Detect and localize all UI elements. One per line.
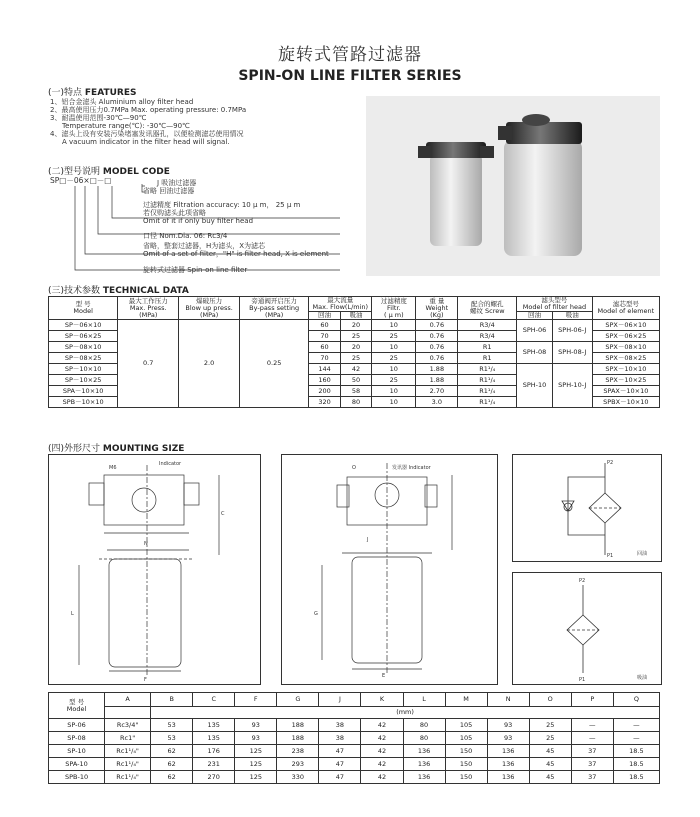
mounting-drawing-left [48,454,261,685]
th-bypass: 旁通阀开启压力 By-pass setting (MPa) [240,297,309,320]
table-row: SPA-10 Rc1¹/₄" 62 231 125 293 47 42 136 150 136 45 37 18.5 [49,758,660,771]
mounting-drawing-center [281,454,498,685]
return-filter-symbol [513,455,661,561]
table-row: SP－08×10 60 20 10 0.76 R1 SPH-08 SPH-08-J SPX－08×10 [49,342,660,353]
model-code-notes-3: 口径 Nom.Dia. 06: Rc3/4 [143,232,228,240]
dims-table: 型 号 Model A B C F G J K L M N O P Q (mm) SP-06 Rc3/4" 53 135 93 188 38 42 80 105 93 25 — — SP-08 Rc1" 53 135 93 188 38 42 80 105 93 25 — — SP-10 Rc1¹/₄" 62 176 125 238 47 42 136 150 136 45 37 18.5 SPA-10 Rc1¹/₄" 62 231 125 293 47 42 136 150 136 45 37 18.5 SPB-10 Rc1¹/₄" 62 270 125 330 47 42 136 150 136 45 37 18.5 [48,692,660,784]
mounting-heading: (四)外形尺寸 MOUNTING SIZE [48,444,185,454]
feature-item: 3、耐温使用范围-30℃—90℃ [50,114,147,122]
table-row: SP－06×10 0.7 2.0 0.25 60 20 10 0.76 R3/4 SPH-06 SPH-06-J SPX－06×10 [49,320,660,331]
model-code-notes-2: 过滤精度 Filtration accuracy: 10 μ m， 25 μ m 若仅购滤头此项省略 Omit of it if only buy filter head [143,201,301,225]
svg-text:G: G [314,611,318,617]
svg-text:P2: P2 [579,578,586,584]
svg-text:回油: 回油 [637,551,648,557]
model-code-notes-5: 旋转式过滤器 Spin-on line filter [143,266,248,274]
feature-item: 4、滤头上设有安装污染堵塞发讯器孔，以便检测滤芯使用情况 [50,130,244,138]
table-row: SP－10×25 160 50 25 1.88 R1¹/₄ SPX－10×25 [49,375,660,386]
filter-drawing-front [282,455,497,684]
th-screw: 配合的螺孔 螺纹 Screw [458,297,517,320]
table-row: SP－08×25 70 25 25 0.76 R1 SPX－08×25 [49,353,660,364]
filter-drawing-side [49,455,260,684]
feature-item: A vacuum indicator in the filter head will signal. [62,138,230,146]
table-row: SP-08 Rc1" 53 135 93 188 38 42 80 105 93 25 — — [49,732,660,745]
press-value: 0.7 [118,320,179,408]
svg-text:F: F [144,677,147,683]
th-head-suction: 吸油 [552,312,592,320]
features-heading: (一)特点 FEATURES [48,88,137,98]
model-code-notes: J 吸油过滤器 省略 回油过滤器 [143,179,197,195]
feature-item: 1、铝合金滤头 Aluminium alloy filter head [50,98,194,106]
th-head-return: 回油 [517,312,553,320]
svg-text:L: L [71,611,74,617]
svg-text:M6: M6 [109,465,117,471]
page-title-cn: 旋转式管路过滤器 [278,45,422,65]
filter-photo-image [366,96,660,276]
symbol-return [512,454,662,562]
svg-text:O: O [352,465,356,471]
product-photo [366,96,660,276]
svg-text:N: N [144,541,148,547]
svg-text:吸油: 吸油 [637,675,648,681]
tech-table [48,296,660,408]
th-blowup: 爆破压力 Blow up press. (MPa) [179,297,240,320]
model-code-heading: (二)型号说明 MODEL CODE [48,167,170,177]
feature-item: 2、最高使用压力0.7MPa Max. operating pressure: 0.7MPa [50,106,247,114]
th-flow-return: 回油 [309,312,340,320]
bypass-value: 0.25 [240,320,309,408]
model-code-notes-4: 省略，整套过滤器，H为滤头，X为滤芯 Omit of a set of filter，"H" is filter head, X is element [143,242,329,258]
svg-text:P1: P1 [607,553,614,559]
dims-unit: (mm) [151,707,660,719]
table-row: SPA－10×10 200 58 10 2.70 R1¹/₄ SPAX－10×10 [49,386,660,397]
table-row: SP-10 Rc1¹/₄" 62 176 125 238 47 42 136 150 136 45 37 18.5 [49,745,660,758]
table-row: SPB-10 Rc1¹/₄" 62 270 125 330 47 42 136 150 136 45 37 18.5 [49,771,660,784]
page-title-en: SPIN-ON LINE FILTER SERIES [238,68,462,84]
th-flow: 最大流量 Max. Flow(L/min) [309,297,372,312]
th-press: 最大工作压力 Max. Press. (MPa) [118,297,179,320]
svg-text:Indicator: Indicator [159,461,182,467]
table-row: SP－06×25 70 25 25 0.76 R3/4 SPX－06×25 [49,331,660,342]
table-row: SP－10×10 144 42 10 1.88 R1¹/₄ SPH-10 SPH-10-J SPX－10×10 [49,364,660,375]
suction-filter-symbol [513,573,661,684]
model-code-leaders [50,182,350,278]
th-dims-model: 型 号 Model [49,693,105,719]
th-element: 滤芯型号 Model of element [592,297,659,320]
svg-text:发讯器 Indicator: 发讯器 Indicator [392,465,431,471]
table-row: SP-06 Rc3/4" 53 135 93 188 38 42 80 105 93 25 — — [49,719,660,732]
features-list [50,98,246,146]
th-model: 型 号 Model [49,297,118,320]
svg-text:C: C [221,511,225,517]
svg-text:E: E [382,673,386,679]
svg-text:P2: P2 [607,460,614,466]
table-row: SPB－10×10 320 80 10 3.0 R1¹/₄ SPBX－10×10 [49,397,660,408]
model-code: SP□－06×□－□ [50,176,112,185]
th-weight: 重 量 Weight (Kg) [416,297,458,320]
tech-heading: (三)技术参数 TECHNICAL DATA [48,286,189,296]
symbol-suction [512,572,662,685]
svg-text:P1: P1 [579,677,586,683]
th-filt: 过滤精度 Filtr. ( μ m) [372,297,416,320]
svg-text:J: J [367,537,369,543]
th-head: 滤头型号 Model of filter head [517,297,593,312]
blowup-value: 2.0 [179,320,240,408]
th-flow-suction: 吸油 [340,312,371,320]
feature-item: Temperature range(℃): -30℃—90℃ [62,122,190,130]
